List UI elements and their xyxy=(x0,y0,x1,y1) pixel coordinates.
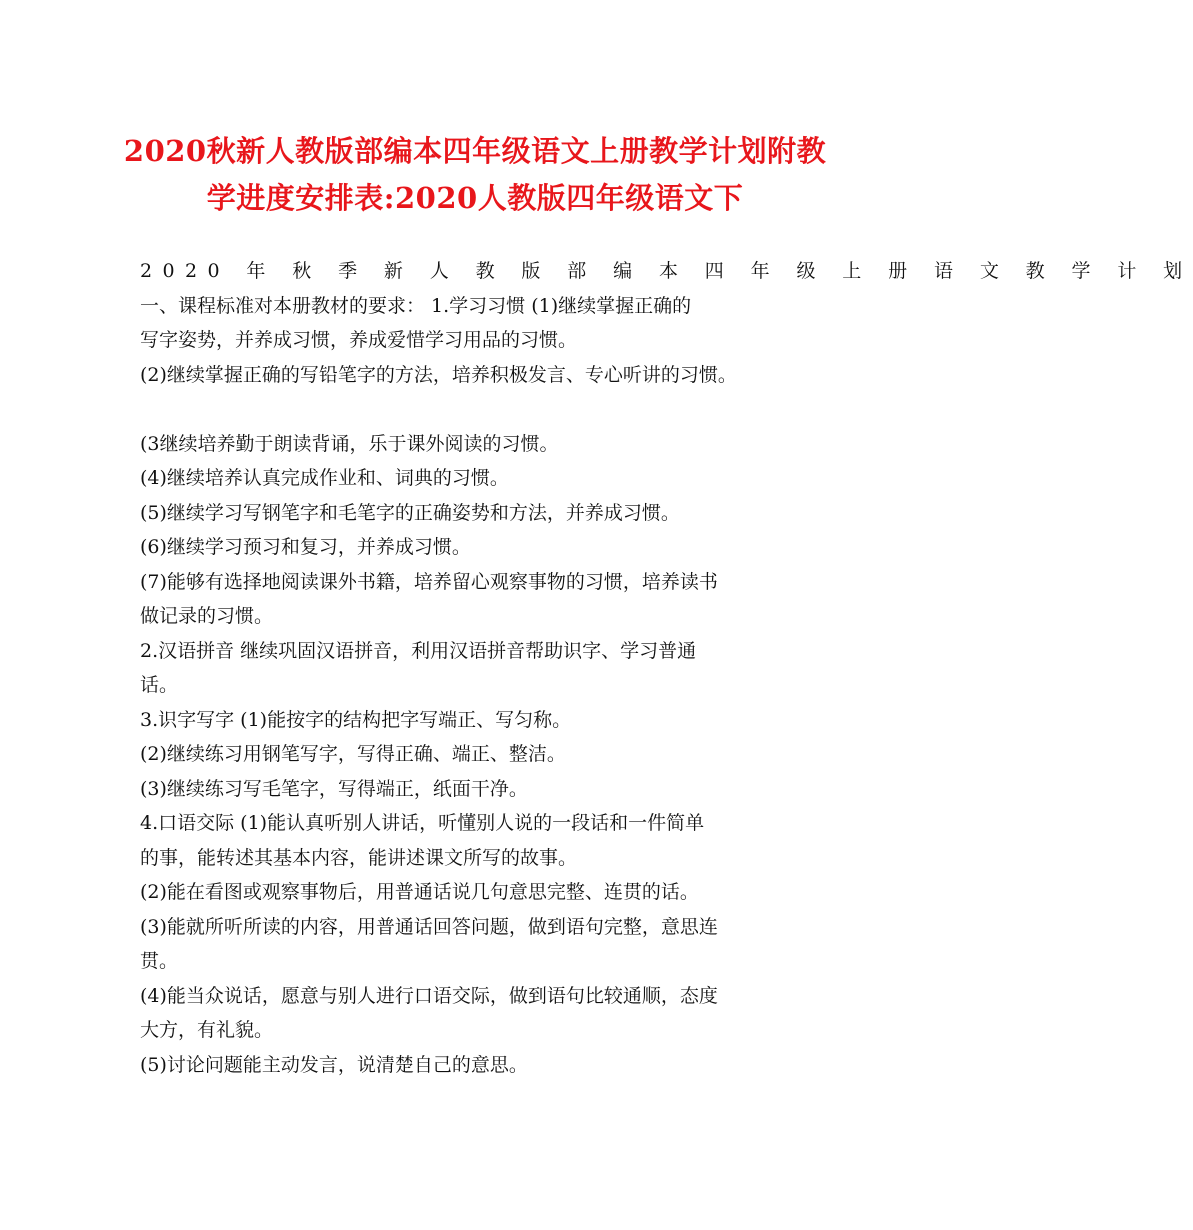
text-line: 话。 xyxy=(140,674,179,696)
text-line: (2)继续掌握正确的写铅笔字的方法，培养积极发言、专心听讲的习惯。 xyxy=(140,363,737,386)
text-line: 2.汉语拼音 继续巩固汉语拼音，利用汉语拼音帮助识字、学习普通 xyxy=(140,639,697,662)
text-line: 做记录的习惯。 xyxy=(140,605,274,627)
text-line: (2)继续练习用钢笔写字，写得正确、端正、整洁。 xyxy=(140,743,566,765)
text-line: 的事，能转述其基本内容，能讲述课文所写的故事。 xyxy=(140,846,578,869)
text-line: (5)继续学习写钢笔字和毛笔字的正确姿势和方法，并养成习惯。 xyxy=(140,501,680,524)
text-line: 写字姿势，并养成习惯，养成爱惜学习用品的习惯。 xyxy=(140,329,578,351)
title-line-1: 2020秋新人教版部编本四年级语文上册教学计划附教 xyxy=(123,134,827,168)
text-line: 大方，有礼貌。 xyxy=(140,1019,274,1041)
text-line: (7)能够有选择地阅读课外书籍，培养留心观察事物的习惯，培养读书 xyxy=(140,570,718,593)
text-line: (4)能当众说话，愿意与别人进行口语交际，做到语句比较通顺，态度 xyxy=(140,984,718,1007)
text-line: (3)能就所听所读的内容，用普通话回答问题，做到语句完整，意思连 xyxy=(140,915,718,938)
blank-line xyxy=(140,392,840,427)
text-line: (2)能在看图或观察事物后，用普通话说几句意思完整、连贯的话。 xyxy=(140,881,699,903)
text-line: 3.识字写字 (1)能按字的结构把字写端正、写匀称。 xyxy=(140,708,572,731)
title-line-2: 学进度安排表:2020人教版四年级语文下 xyxy=(206,181,744,215)
document-body xyxy=(140,254,1193,1082)
text-line: 2020 年 秋 季 新 人 教 版 部 编 本 四 年 级 上 册 语 文 教 学 计 划 xyxy=(140,260,1193,282)
text-line: 贯。 xyxy=(140,950,179,972)
text-line: (5)讨论问题能主动发言，说清楚自己的意思。 xyxy=(140,1053,528,1076)
text-line: 一、课程标准对本册教材的要求： 1.学习习惯 (1)继续掌握正确的 xyxy=(140,294,692,317)
text-line: (6)继续学习预习和复习，并养成习惯。 xyxy=(140,536,471,558)
text-line: 4.口语交际 (1)能认真听别人讲话，听懂别人说的一段话和一件简单 xyxy=(140,812,705,834)
text-line: (4)继续培养认真完成作业和、词典的习惯。 xyxy=(140,467,509,489)
text-line: (3)继续练习写毛笔字，写得端正，纸面干净。 xyxy=(140,777,528,800)
document-title xyxy=(60,128,890,222)
text-line: (3继续培养勤于朗读背诵，乐于课外阅读的习惯。 xyxy=(140,432,559,455)
